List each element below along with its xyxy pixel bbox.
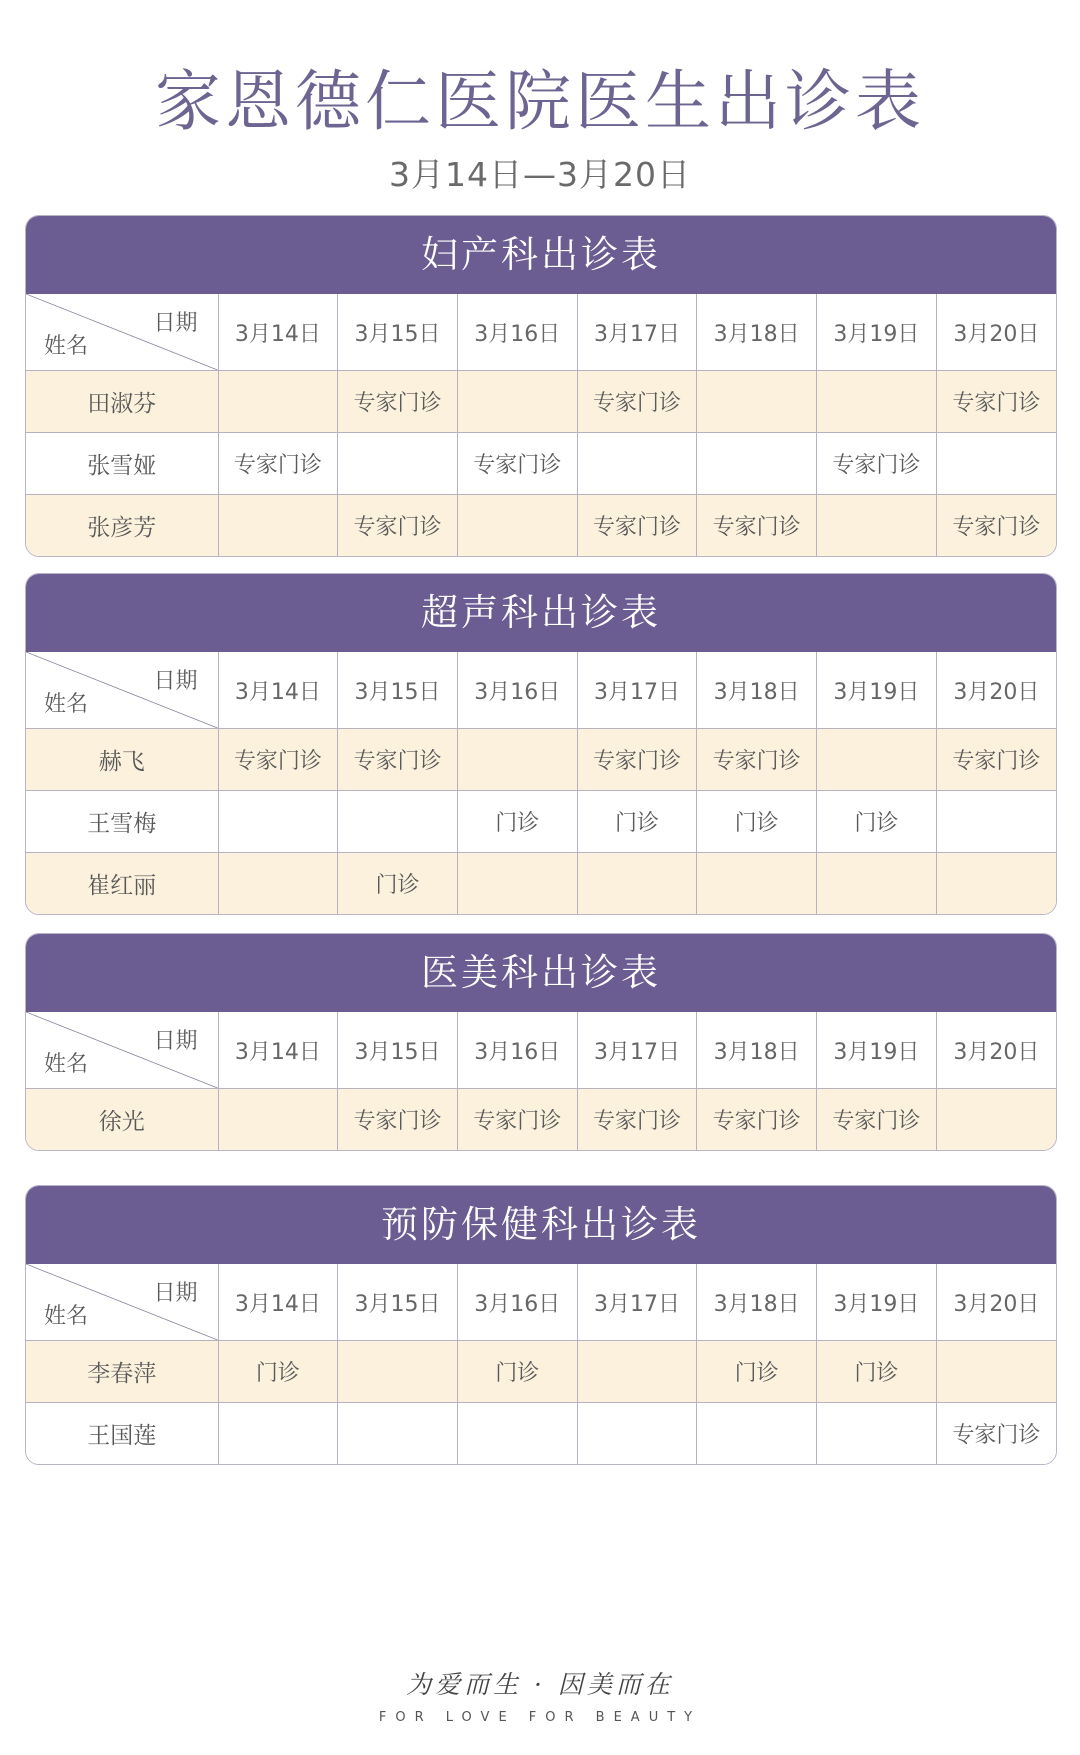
date-header-cell: 3月18日 <box>697 294 817 371</box>
date-header-row <box>26 294 1056 371</box>
doctor-row <box>26 1341 1056 1403</box>
doctor-row <box>26 495 1056 557</box>
schedule-cell <box>218 371 338 433</box>
schedule-cell <box>218 791 338 853</box>
doctor-name: 王国莲 <box>26 1403 218 1465</box>
doctor-name: 赫飞 <box>26 729 218 791</box>
corner-date-label: 日期 <box>153 311 198 336</box>
doctor-row <box>26 433 1056 495</box>
schedule-cell <box>218 853 338 915</box>
date-header-cell: 3月19日 <box>817 652 937 729</box>
schedule-cell: 门诊 <box>457 1341 577 1403</box>
schedule-cell: 专家门诊 <box>577 371 697 433</box>
corner-header-cell <box>26 294 218 371</box>
schedule-cell: 专家门诊 <box>577 729 697 791</box>
slogan-english: FOR LOVE FOR BEAUTY <box>378 1710 702 1725</box>
schedule-cell: 门诊 <box>697 791 817 853</box>
schedule-cell <box>338 433 458 495</box>
doctor-name: 王雪梅 <box>26 791 218 853</box>
schedule-cell: 门诊 <box>577 791 697 853</box>
corner-name-label: 姓名 <box>44 692 89 717</box>
corner-name-label: 姓名 <box>44 1052 89 1077</box>
schedule-cell: 专家门诊 <box>338 1089 458 1151</box>
corner-date-label: 日期 <box>153 1029 198 1054</box>
slogan-chinese: 为爱而生 · 因美而在 <box>406 1670 674 1699</box>
doctor-name: 徐光 <box>26 1089 218 1151</box>
date-header-cell: 3月14日 <box>218 1264 338 1341</box>
date-header-cell: 3月20日 <box>936 1012 1056 1089</box>
doctor-row <box>26 853 1056 915</box>
schedule-table <box>26 1264 1056 1464</box>
corner-header-cell <box>26 1012 218 1089</box>
date-header-cell: 3月18日 <box>697 1012 817 1089</box>
schedule-cell: 门诊 <box>817 1341 937 1403</box>
date-header-cell: 3月17日 <box>577 294 697 371</box>
schedule-cell <box>817 371 937 433</box>
schedule-cell: 专家门诊 <box>697 495 817 557</box>
department-section <box>25 933 1057 1151</box>
corner-name-label: 姓名 <box>44 1304 89 1329</box>
date-header-row <box>26 652 1056 729</box>
date-header-cell: 3月15日 <box>338 652 458 729</box>
schedule-cell: 专家门诊 <box>697 1089 817 1151</box>
schedule-cell <box>697 1403 817 1465</box>
schedule-cell: 专家门诊 <box>577 1089 697 1151</box>
schedule-cell: 专家门诊 <box>218 729 338 791</box>
schedule-cell: 专家门诊 <box>936 495 1056 557</box>
doctor-row <box>26 1089 1056 1151</box>
date-header-cell: 3月17日 <box>577 1012 697 1089</box>
date-header-cell: 3月17日 <box>577 1264 697 1341</box>
date-header-cell: 3月17日 <box>577 652 697 729</box>
schedule-table <box>26 652 1056 914</box>
schedule-cell <box>457 1403 577 1465</box>
date-header-cell: 3月20日 <box>936 1264 1056 1341</box>
date-header-cell: 3月15日 <box>338 294 458 371</box>
department-section <box>25 215 1057 557</box>
date-header-cell: 3月14日 <box>218 1012 338 1089</box>
corner-name-label: 姓名 <box>44 334 89 359</box>
doctor-name: 崔红丽 <box>26 853 218 915</box>
schedule-cell <box>817 1403 937 1465</box>
department-section <box>25 573 1057 915</box>
date-header-cell: 3月16日 <box>457 294 577 371</box>
schedule-cell: 专家门诊 <box>817 1089 937 1151</box>
schedule-cell <box>577 853 697 915</box>
schedule-cell <box>338 1341 458 1403</box>
doctor-row <box>26 791 1056 853</box>
corner-date-label: 日期 <box>153 1281 198 1306</box>
schedule-cell: 门诊 <box>457 791 577 853</box>
date-header-cell: 3月16日 <box>457 652 577 729</box>
schedule-cell <box>457 729 577 791</box>
date-header-cell: 3月14日 <box>218 294 338 371</box>
schedule-table <box>26 294 1056 556</box>
schedule-cell: 门诊 <box>697 1341 817 1403</box>
schedule-cell: 专家门诊 <box>936 371 1056 433</box>
section-title: 预防保健科出诊表 <box>26 1186 1056 1264</box>
schedule-cell <box>218 495 338 557</box>
date-header-cell: 3月18日 <box>697 1264 817 1341</box>
schedule-cell <box>338 791 458 853</box>
date-header-cell: 3月20日 <box>936 652 1056 729</box>
schedule-cell: 专家门诊 <box>218 433 338 495</box>
section-title: 医美科出诊表 <box>26 934 1056 1012</box>
schedule-cell <box>457 371 577 433</box>
schedule-cell <box>457 853 577 915</box>
doctor-name: 张雪娅 <box>26 433 218 495</box>
schedule-cell <box>577 1341 697 1403</box>
schedule-cell <box>577 1403 697 1465</box>
schedule-cell <box>697 371 817 433</box>
corner-header-cell <box>26 1264 218 1341</box>
doctor-name: 李春萍 <box>26 1341 218 1403</box>
date-header-cell: 3月18日 <box>697 652 817 729</box>
date-header-row <box>26 1264 1056 1341</box>
date-header-cell: 3月19日 <box>817 1012 937 1089</box>
schedule-cell: 专家门诊 <box>697 729 817 791</box>
schedule-cell <box>697 433 817 495</box>
schedule-cell <box>936 791 1056 853</box>
schedule-cell <box>817 495 937 557</box>
schedule-cell <box>817 729 937 791</box>
schedule-cell <box>338 1403 458 1465</box>
date-header-cell: 3月14日 <box>218 652 338 729</box>
doctor-row <box>26 729 1056 791</box>
date-header-cell: 3月15日 <box>338 1264 458 1341</box>
corner-header-cell <box>26 652 218 729</box>
schedule-cell: 专家门诊 <box>577 495 697 557</box>
corner-date-label: 日期 <box>153 669 198 694</box>
schedule-cell <box>936 433 1056 495</box>
schedule-cell <box>697 853 817 915</box>
department-section <box>25 1185 1057 1465</box>
doctor-name: 张彦芳 <box>26 495 218 557</box>
schedule-cell: 专家门诊 <box>338 729 458 791</box>
date-header-cell: 3月19日 <box>817 294 937 371</box>
schedule-cell: 门诊 <box>218 1341 338 1403</box>
doctor-name: 田淑芬 <box>26 371 218 433</box>
schedule-cell <box>936 853 1056 915</box>
page-title: 家恩德仁医院医生出诊表 <box>155 63 925 140</box>
schedule-cell: 专家门诊 <box>817 433 937 495</box>
date-header-cell: 3月19日 <box>817 1264 937 1341</box>
schedule-cell: 专家门诊 <box>457 433 577 495</box>
schedule-cell: 专家门诊 <box>936 1403 1056 1465</box>
date-header-cell: 3月15日 <box>338 1012 458 1089</box>
schedule-cell: 门诊 <box>817 791 937 853</box>
schedule-cell <box>218 1089 338 1151</box>
schedule-cell <box>218 1403 338 1465</box>
schedule-cell: 门诊 <box>338 853 458 915</box>
date-range: 3月14日—3月20日 <box>389 155 691 194</box>
date-header-cell: 3月20日 <box>936 294 1056 371</box>
schedule-cell: 专家门诊 <box>936 729 1056 791</box>
schedule-cell <box>817 853 937 915</box>
schedule-cell: 专家门诊 <box>338 495 458 557</box>
section-title: 超声科出诊表 <box>26 574 1056 652</box>
date-header-row <box>26 1012 1056 1089</box>
doctor-row <box>26 1403 1056 1465</box>
schedule-cell: 专家门诊 <box>457 1089 577 1151</box>
schedule-cell: 专家门诊 <box>338 371 458 433</box>
schedule-cell <box>936 1089 1056 1151</box>
schedule-cell <box>457 495 577 557</box>
section-title: 妇产科出诊表 <box>26 216 1056 294</box>
schedule-cell <box>936 1341 1056 1403</box>
date-header-cell: 3月16日 <box>457 1264 577 1341</box>
date-header-cell: 3月16日 <box>457 1012 577 1089</box>
schedule-table <box>26 1012 1056 1150</box>
schedule-cell <box>577 433 697 495</box>
doctor-row <box>26 371 1056 433</box>
